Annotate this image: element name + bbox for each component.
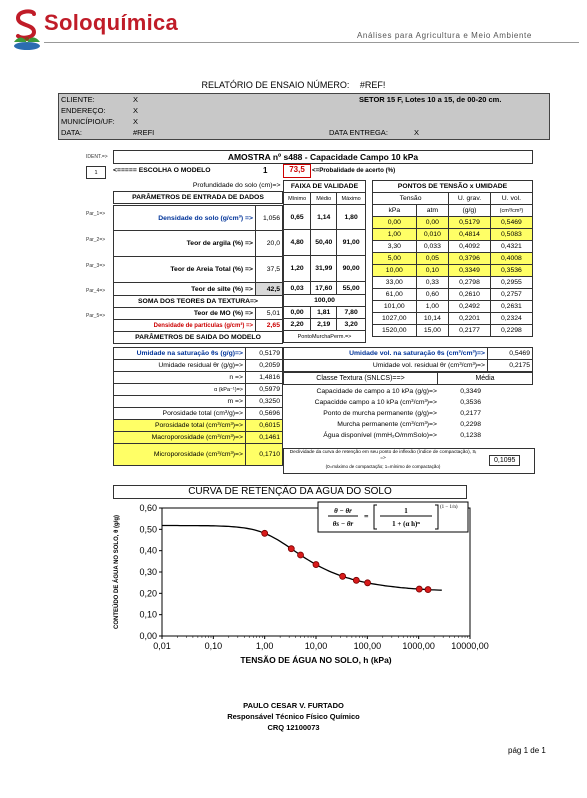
declividade-box [283,448,535,474]
range-max: 91,00 [337,230,366,256]
ident-side-label: IDENT.=> [86,154,108,160]
micro-value: 0,1710 [246,444,283,466]
points-row [373,229,533,241]
data-point [425,587,431,593]
umid-sat-label: Umidade na saturação θs (g/g)=> [114,348,246,360]
points-cell-ug: 0,5179 [449,217,491,229]
points-cell-uv: 0,3536 [490,265,532,277]
uvol-res-label: Umidade vol. residual θr (cm³/cm³)=> [284,360,488,372]
equation-exponent: (1 − 1/n) [440,505,458,510]
input-label: Densidade de partículas (g/cm³) => [114,320,256,332]
points-cell-kpa: 101,00 [373,301,417,313]
atm-header: atm [416,205,448,217]
outputs-left-table [113,347,283,466]
pmp-value: 0,2177 [460,410,481,417]
points-cell-kpa: 5,00 [373,253,417,265]
points-cell-ug: 0,3796 [449,253,491,265]
x-tick-label: 1000,00 [402,641,435,651]
points-cell-atm: 0,010 [416,229,448,241]
micro-label: Microporosidade (cm³/cm³)=> [114,444,246,466]
points-cell-atm: 0,05 [416,253,448,265]
par4-side-label: Par_4=> [86,288,106,294]
header-divider [44,42,579,43]
x-tick-label: 100,00 [353,641,382,651]
input-value[interactable]: 20,0 [256,231,283,257]
par2-side-label: Par_2=> [86,237,106,243]
report-title-label: RELATÓRIO DE ENSAIO NÚMERO: [201,80,350,90]
signature-role: Responsável Técnico Físico Químico [227,712,360,721]
chart-title: CURVA DE RETENÇÃO DA ÁGUA DO SOLO [113,485,467,499]
points-cell-atm: 15,00 [416,325,448,337]
input-label: Teor de MO (%) => [114,308,256,320]
points-cell-ug: 0,2798 [449,277,491,289]
y-tick-label: 0,00 [139,631,157,641]
umid-sat-value: 0,5179 [246,348,283,360]
points-cell-uv: 0,2324 [490,313,532,325]
input-value[interactable]: 42,5 [256,283,283,296]
points-cell-uv: 0,2757 [490,289,532,301]
alpha-value: 0,5979 [246,384,283,396]
input-label: Densidade do solo (g/cm³) => [114,206,256,231]
points-row [373,289,533,301]
points-cell-uv: 0,2955 [490,277,532,289]
points-row [373,217,533,229]
entrega-label: DATA ENTREGA: [329,128,388,137]
max-header: Máximo [337,193,366,205]
points-cell-atm: 0,33 [416,277,448,289]
equation-lhs-den: θs − θr [332,520,354,528]
capacity-table [283,386,483,441]
uvol-sat-label: Umidade vol. na saturação θs (cm³/cm³)=> [284,348,488,360]
equation-rhs-den: 1 + (α h)ⁿ [392,520,420,528]
ident-value: 1 [87,167,106,179]
y-tick-label: 0,50 [139,524,157,535]
points-cell-ug: 0,2610 [449,289,491,301]
points-row [373,241,533,253]
signature-name: PAULO CESAR V. FURTADO [243,701,344,710]
page-number: pág 1 de 1 [508,746,546,755]
signature-block [0,700,587,733]
setor-value: SETOR 15 F, Lotes 10 a 15, de 00-20 cm. [359,95,502,104]
data-point [416,586,422,592]
range-med: 31,99 [311,256,337,282]
range-med: 17,60 [311,282,337,295]
equation-rhs-num: 1 [404,507,408,515]
alpha-label: α (kPa⁻¹)=> [114,384,246,396]
municipio-label: MUNICÍPIO/UF: [61,117,115,126]
gg-header: (g/g) [449,205,491,217]
macro-value: 0,1461 [246,432,283,444]
declividade-label: Declividade da curva de retenção em seu ponto de inflexão (índice de compactação), Sᵢ => [289,450,477,461]
y-tick-label: 0,10 [139,609,157,620]
x-tick-label: 0,01 [153,641,171,651]
n-label: n => [114,372,246,384]
inputs-table [113,205,283,344]
param-saida-header: PARÂMETROS DE SAIDA DO MODELO [114,332,283,344]
cc10-value: 0,3536 [460,399,481,406]
retention-chart [100,498,500,670]
entrega-value: X [414,128,420,137]
med-header: Médio [311,193,337,205]
modelo-value[interactable]: 1 [263,166,268,175]
points-cell-kpa: 1520,00 [373,325,417,337]
soma-label: SOMA DOS TEORES DA TEXTURA=> [114,296,283,308]
points-cell-kpa: 3,30 [373,241,417,253]
escolha-label: <===== ESCOLHA O MODELO [113,167,211,174]
murcha-label: Murcha permanente (cm³/cm³)=> [337,421,437,428]
points-cell-atm: 10,14 [416,313,448,325]
input-value[interactable]: 5,01 [256,308,283,320]
umid-res-label: Umidade residual θr (g/g)=> [114,360,246,372]
sample-title: AMOSTRA nº s488 - Capacidade Campo 10 kPa [114,151,533,164]
data-label: DATA: [61,128,82,137]
points-cell-ug: 0,4814 [449,229,491,241]
points-cell-kpa: 61,00 [373,289,417,301]
umid-res-value: 0,2059 [246,360,283,372]
ugrav-header: U. grav. [449,193,491,205]
agua-label: Água disponível (mmH₂O/mmSolo)=> [323,432,437,439]
points-cell-kpa: 1027,00 [373,313,417,325]
municipio-value: X [133,117,139,126]
poros-cm3-label: Porosidade total (cm³/cm³)=> [114,420,246,432]
cc10-label: Capacidde campo a 10 kPa (cm³/cm³)=> [314,399,437,406]
data-point [298,552,304,558]
input-label: Teor de argila (%) => [114,231,256,257]
report-title [0,80,587,90]
endereco-label: ENDEREÇO: [61,106,106,115]
outputs-right-table [283,347,533,372]
y-tick-label: 0,20 [139,588,157,599]
points-cell-kpa: 1,00 [373,229,417,241]
sample-header-table [113,150,533,164]
x-tick-label: 0,10 [204,641,223,651]
range-min: 2,20 [284,319,311,331]
input-value[interactable]: 2,65 [256,320,283,332]
range-med: 50,40 [311,230,337,256]
min-header: Mínimo [284,193,311,205]
equation-equals: = [364,512,369,521]
prob-label: <=Probalidade de acerto (%) [312,167,396,174]
range-med: 1,81 [311,307,337,319]
par1-side-label: Par_1=> [86,211,106,217]
data-point [340,573,346,579]
points-cell-atm: 0,60 [416,289,448,301]
y-tick-label: 0,30 [139,567,157,577]
y-axis-label: CONTEÚDO DE ÁGUA NO SOLO, θ (g/g) [114,514,120,630]
x-tick-label: 10,00 [304,641,328,651]
points-row [373,301,533,313]
x-axis-label: TENSÃO DE ÁGUA NO SOLO, h (kPa) [240,655,392,665]
range-max: 55,00 [337,282,366,295]
data-point [365,580,371,586]
tensao-header: Tensão [373,193,449,205]
range-max: 7,80 [337,307,366,319]
param-entrada-header: PARÂMETROS DE ENTRADA DE DADOS [114,192,283,204]
data-point [353,577,359,583]
input-value[interactable]: 1,056 [256,206,283,231]
classe-label: Classe Textura (SNLCS)==> [284,373,438,385]
points-cell-uv: 0,2631 [490,301,532,313]
points-cell-kpa: 0,00 [373,217,417,229]
x-tick-label: 1,00 [255,641,274,651]
points-cell-ug: 0,3349 [449,265,491,277]
client-info [58,93,550,140]
porosidade-value: 0,5696 [246,408,283,420]
kpa-header: kPa [373,205,417,217]
murcha-value: 0,2298 [460,421,481,428]
validity-table [283,180,366,343]
y-tick-label: 0,60 [139,503,157,513]
declividade-value: 0,1095 [489,455,520,466]
points-cell-uv: 0,4321 [490,241,532,253]
cliente-value: X [133,95,139,104]
points-cell-uv: 0,4008 [490,253,532,265]
cliente-label: CLIENTE: [61,95,95,104]
input-value[interactable]: 37,5 [256,257,283,283]
uvol-sat-value: 0,5469 [488,348,533,360]
ponto-murcha-label: PontoMurchaPerm.=> [284,331,366,343]
classe-value: Média [438,373,533,385]
points-table [372,180,533,337]
points-cell-kpa: 10,00 [373,265,417,277]
input-label: Teor de silte (%) => [114,283,256,296]
poros-cm3-value: 0,6015 [246,420,283,432]
range-min: 0,65 [284,205,311,230]
y-tick-label: 0,40 [139,545,157,556]
logo-icon [8,8,46,54]
points-cell-atm: 1,00 [416,301,448,313]
classe-table [283,372,533,385]
points-cell-kpa: 33,00 [373,277,417,289]
brand-tagline: Análises para Agricultura e Meio Ambiente [357,31,532,40]
equation-lhs-num: θ − θr [334,507,352,515]
range-max: 90,00 [337,256,366,282]
range-min: 0,00 [284,307,311,319]
pontos-header: PONTOS DE TENSÃO x UMIDADE [373,181,533,193]
points-cell-uv: 0,2298 [490,325,532,337]
points-row [373,325,533,337]
x-tick-label: 10000,00 [451,641,489,651]
faixa-header: FAIXA DE VALIDADE [284,181,366,193]
range-med: 2,19 [311,319,337,331]
report-number: #REF! [359,80,386,90]
data-value: #REFI [133,128,155,137]
range-max: 3,20 [337,319,366,331]
points-cell-atm: 0,00 [416,217,448,229]
signature-crq: CRQ 12100073 [267,723,320,732]
data-point [262,530,268,536]
soma-value: 100,00 [284,295,366,307]
points-cell-ug: 0,4092 [449,241,491,253]
points-row [373,313,533,325]
range-min: 0,03 [284,282,311,295]
points-cell-ug: 0,2201 [449,313,491,325]
uvol-header: U. vol. [490,193,532,205]
points-cell-ug: 0,2177 [449,325,491,337]
points-cell-uv: 0,5083 [490,229,532,241]
points-cell-atm: 0,033 [416,241,448,253]
input-label: Teor de Areia Total (%) => [114,257,256,283]
pmp-label: Ponto de murcha permanente (g/g)=> [323,410,437,417]
brand-name: Soloquímica [44,10,179,35]
declividade-note: (0=máximo de compactação; 1=mínimo de compactação) [325,464,441,469]
profundidade-label: Profundidade do solo (cm)=> [192,182,281,189]
m-value: 0,3250 [246,396,283,408]
range-max: 1,80 [337,205,366,230]
data-point [288,546,294,552]
cc3-value: 0,3349 [460,388,481,395]
range-min: 1,20 [284,256,311,282]
points-cell-uv: 0,5469 [490,217,532,229]
par5-side-label: Par_5=> [86,313,106,319]
data-point [313,562,319,568]
points-body [373,217,533,337]
input-params-table [113,180,283,204]
ident-box [86,166,106,179]
m-label: m => [114,396,246,408]
range-min: 4,80 [284,230,311,256]
macro-label: Macroporosidade (cm³/cm³)=> [114,432,246,444]
porosidade-label: Porosidade total (cm³/g)=> [114,408,246,420]
points-cell-atm: 0,10 [416,265,448,277]
n-value: 1,4816 [246,372,283,384]
prob-value: 73,5 [283,164,311,178]
uvol-res-value: 0,2175 [488,360,533,372]
cm3-header: (cm³/cm³) [490,205,532,217]
endereco-value: X [133,106,139,115]
agua-value: 0,1238 [460,432,481,439]
range-med: 1,14 [311,205,337,230]
par3-side-label: Par_3=> [86,263,106,269]
points-cell-ug: 0,2492 [449,301,491,313]
cc3-label: Capacidade de campo a 10 kPa (g/g)=> [316,388,437,395]
points-row [373,277,533,289]
points-row [373,265,533,277]
points-row [373,253,533,265]
